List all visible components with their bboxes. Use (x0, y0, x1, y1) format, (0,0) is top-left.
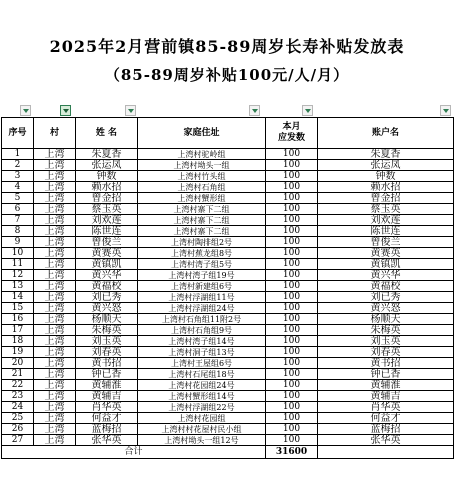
filter-dropdown-address[interactable] (249, 105, 260, 116)
cell-name[interactable]: 钟已香 (76, 369, 138, 380)
cell-account[interactable]: 赖水招 (318, 182, 454, 193)
cell-account[interactable]: 黄辅淮 (318, 380, 454, 391)
cell-account[interactable]: 黄镇凯 (318, 259, 454, 270)
cell-name[interactable]: 钟数 (76, 171, 138, 182)
cell-no[interactable]: 8 (2, 226, 34, 237)
cell-no[interactable]: 27 (2, 435, 34, 446)
cell-address[interactable]: 上湾村洞子组13号 (138, 347, 266, 358)
cell-amount[interactable]: 100 (266, 204, 318, 215)
table-row (2, 413, 454, 424)
cell-amount[interactable]: 100 (266, 237, 318, 248)
cell-address[interactable]: 上湾村蟹形组14号 (138, 391, 266, 402)
cell-account[interactable]: 朱梅英 (318, 325, 454, 336)
cell-account[interactable]: 黄兴怒 (318, 303, 454, 314)
cell-no[interactable]: 20 (2, 358, 34, 369)
cell-address[interactable]: 上湾村蟹形组 (138, 193, 266, 204)
cell-village[interactable]: 上湾 (34, 380, 76, 391)
cell-amount[interactable]: 100 (266, 182, 318, 193)
cell-amount[interactable]: 100 (266, 347, 318, 358)
table-row (2, 149, 454, 160)
cell-amount[interactable]: 100 (266, 413, 318, 424)
cell-no[interactable]: 13 (2, 281, 34, 292)
table-row (2, 325, 454, 336)
cell-village[interactable]: 上湾 (34, 336, 76, 347)
cell-address[interactable]: 上湾村坳头一组 (138, 160, 266, 171)
cell-amount[interactable]: 100 (266, 248, 318, 259)
cell-address[interactable]: 上湾村陶排组2号 (138, 237, 266, 248)
cell-account[interactable]: 陈世连 (318, 226, 454, 237)
cell-name[interactable]: 刘欢莲 (76, 215, 138, 226)
cell-account[interactable]: 张华英 (318, 435, 454, 446)
total-empty-cell[interactable] (318, 446, 454, 459)
cell-village[interactable]: 上湾 (34, 435, 76, 446)
cell-name[interactable]: 黄兴华 (76, 270, 138, 281)
cell-no[interactable]: 10 (2, 248, 34, 259)
filter-row (0, 104, 454, 118)
sheet-subtitle: （85-89周岁补贴100元/人/月） (104, 66, 350, 84)
cell-amount[interactable]: 100 (266, 358, 318, 369)
cell-account[interactable]: 黄赛英 (318, 248, 454, 259)
cell-address[interactable]: 上湾村蕉龙组8号 (138, 248, 266, 259)
cell-no[interactable]: 5 (2, 193, 34, 204)
cell-no[interactable]: 19 (2, 347, 34, 358)
table-row (2, 347, 454, 358)
cell-no[interactable]: 21 (2, 369, 34, 380)
filter-dropdown-name[interactable] (125, 105, 136, 116)
cell-address[interactable]: 上湾村寨下二组 (138, 226, 266, 237)
cell-name[interactable]: 黄兴怒 (76, 303, 138, 314)
cell-name[interactable]: 黄辅吉 (76, 391, 138, 402)
cell-no[interactable]: 16 (2, 314, 34, 325)
cell-no[interactable]: 24 (2, 402, 34, 413)
header-amount-line1: 本月 (282, 122, 301, 132)
table-row (2, 270, 454, 281)
total-label[interactable]: 合计 (2, 446, 266, 459)
cell-no[interactable]: 7 (2, 215, 34, 226)
cell-village[interactable]: 上湾 (34, 270, 76, 281)
cell-village[interactable]: 上湾 (34, 424, 76, 435)
cell-amount[interactable]: 100 (266, 215, 318, 226)
cell-amount[interactable]: 100 (266, 325, 318, 336)
cell-name[interactable]: 黄镇凯 (76, 259, 138, 270)
cell-name[interactable]: 蔡玉英 (76, 204, 138, 215)
cell-village[interactable]: 上湾 (34, 248, 76, 259)
table-row (2, 160, 454, 171)
cell-village[interactable]: 上湾 (34, 160, 76, 171)
cell-amount[interactable]: 100 (266, 292, 318, 303)
cell-name[interactable]: 肖华英 (76, 402, 138, 413)
cell-amount[interactable]: 100 (266, 259, 318, 270)
cell-address[interactable]: 上湾村石角组11附2号 (138, 314, 266, 325)
subsidy-table (1, 117, 454, 459)
filter-dropdown-amount[interactable] (302, 105, 313, 116)
cell-address[interactable]: 上湾村湾子组19号 (138, 270, 266, 281)
cell-account[interactable]: 杨顺天 (318, 314, 454, 325)
cell-account[interactable]: 刘玉英 (318, 336, 454, 347)
cell-name[interactable]: 黄书招 (76, 358, 138, 369)
cell-no[interactable]: 11 (2, 259, 34, 270)
cell-amount[interactable]: 100 (266, 435, 318, 446)
table-row (2, 303, 454, 314)
cell-village[interactable]: 上湾 (34, 325, 76, 336)
cell-amount[interactable]: 100 (266, 424, 318, 435)
cell-no[interactable]: 3 (2, 171, 34, 182)
cell-village[interactable]: 上湾 (34, 413, 76, 424)
table-row (2, 226, 454, 237)
header-name[interactable]: 姓 名 (76, 118, 138, 149)
cell-name[interactable]: 刘玉英 (76, 336, 138, 347)
cell-account[interactable]: 钟数 (318, 171, 454, 182)
cell-account[interactable]: 曾俊兰 (318, 237, 454, 248)
cell-no[interactable]: 4 (2, 182, 34, 193)
table-row (2, 171, 454, 182)
cell-amount[interactable]: 100 (266, 193, 318, 204)
cell-account[interactable]: 刘欢莲 (318, 215, 454, 226)
cell-village[interactable]: 上湾 (34, 259, 76, 270)
cell-address[interactable]: 上湾村湾子组5号 (138, 259, 266, 270)
cell-amount[interactable]: 100 (266, 226, 318, 237)
cell-name[interactable]: 蓝梅招 (76, 424, 138, 435)
cell-no[interactable]: 26 (2, 424, 34, 435)
cell-account[interactable]: 黄辅吉 (318, 391, 454, 402)
cell-address[interactable]: 上湾村湾子组14号 (138, 336, 266, 347)
cell-account[interactable]: 曾金招 (318, 193, 454, 204)
cell-address[interactable]: 上湾村花园组24号 (138, 380, 266, 391)
table-row (2, 314, 454, 325)
cell-village[interactable]: 上湾 (34, 292, 76, 303)
cell-address[interactable]: 上湾村浮湖组11号 (138, 292, 266, 303)
cell-amount[interactable]: 100 (266, 303, 318, 314)
cell-village[interactable]: 上湾 (34, 303, 76, 314)
cell-address[interactable]: 上湾村石尾组18号 (138, 369, 266, 380)
cell-account[interactable]: 黄兴华 (318, 270, 454, 281)
cell-name[interactable]: 黄辅淮 (76, 380, 138, 391)
cell-account[interactable]: 蔡玉英 (318, 204, 454, 215)
cell-village[interactable]: 上湾 (34, 204, 76, 215)
cell-account[interactable]: 刘已秀 (318, 292, 454, 303)
table-row (2, 292, 454, 303)
total-row (2, 446, 454, 459)
cell-account[interactable]: 黄福校 (318, 281, 454, 292)
cell-village[interactable]: 上湾 (34, 281, 76, 292)
cell-village[interactable]: 上湾 (34, 314, 76, 325)
cell-address[interactable]: 上湾村浮湖组22号 (138, 402, 266, 413)
cell-village[interactable]: 上湾 (34, 402, 76, 413)
cell-village[interactable]: 上湾 (34, 149, 76, 160)
cell-address[interactable]: 上湾村王屋组6号 (138, 358, 266, 369)
cell-address[interactable]: 上湾村寨下二组 (138, 204, 266, 215)
filter-dropdown-account[interactable] (440, 105, 451, 116)
cell-village[interactable]: 上湾 (34, 193, 76, 204)
cell-no[interactable]: 17 (2, 325, 34, 336)
cell-name[interactable]: 朱梅英 (76, 325, 138, 336)
total-amount[interactable]: 31600 (266, 446, 318, 459)
table-row (2, 248, 454, 259)
cell-address[interactable]: 上湾村花园组 (138, 413, 266, 424)
cell-amount[interactable]: 100 (266, 270, 318, 281)
cell-name[interactable]: 朱夏香 (76, 149, 138, 160)
cell-village[interactable]: 上湾 (34, 358, 76, 369)
cell-amount[interactable]: 100 (266, 380, 318, 391)
cell-no[interactable]: 9 (2, 237, 34, 248)
cell-address[interactable]: 上湾村竹头组 (138, 171, 266, 182)
cell-no[interactable]: 1 (2, 149, 34, 160)
table-row (2, 259, 454, 270)
header-no[interactable]: 序号 (2, 118, 34, 149)
cell-no[interactable]: 18 (2, 336, 34, 347)
cell-account[interactable]: 朱夏香 (318, 149, 454, 160)
cell-name[interactable]: 张华英 (76, 435, 138, 446)
cell-no[interactable]: 22 (2, 380, 34, 391)
cell-address[interactable]: 上湾村石角组9号 (138, 325, 266, 336)
cell-name[interactable]: 刘春英 (76, 347, 138, 358)
cell-amount[interactable]: 100 (266, 369, 318, 380)
header-village[interactable]: 村 (34, 118, 76, 149)
cell-no[interactable]: 6 (2, 204, 34, 215)
cell-address[interactable]: 上湾村石角组 (138, 182, 266, 193)
table-row (2, 358, 454, 369)
header-address[interactable]: 家庭住址 (138, 118, 266, 149)
cell-name[interactable]: 曾俊兰 (76, 237, 138, 248)
cell-address[interactable]: 上湾村坳头一组12号 (138, 435, 266, 446)
cell-village[interactable]: 上湾 (34, 182, 76, 193)
header-amount-line2: 应发数 (277, 133, 305, 143)
cell-account[interactable]: 张运凤 (318, 160, 454, 171)
cell-amount[interactable]: 100 (266, 171, 318, 182)
cell-no[interactable]: 2 (2, 160, 34, 171)
table-row (2, 182, 454, 193)
cell-village[interactable]: 上湾 (34, 171, 76, 182)
cell-name[interactable]: 何益才 (76, 413, 138, 424)
table-row (2, 435, 454, 446)
cell-name[interactable]: 黄赛英 (76, 248, 138, 259)
cell-account[interactable]: 钟已香 (318, 369, 454, 380)
cell-address[interactable]: 上湾村村花屋村民小组 (138, 424, 266, 435)
table-row (2, 193, 454, 204)
cell-village[interactable]: 上湾 (34, 369, 76, 380)
cell-name[interactable]: 黄福校 (76, 281, 138, 292)
cell-village[interactable]: 上湾 (34, 391, 76, 402)
cell-amount[interactable]: 100 (266, 149, 318, 160)
table-row (2, 215, 454, 226)
cell-name[interactable]: 赖水招 (76, 182, 138, 193)
cell-address[interactable]: 上湾村寨下二组 (138, 215, 266, 226)
table-row (2, 336, 454, 347)
cell-name[interactable]: 陈世连 (76, 226, 138, 237)
cell-name[interactable]: 曾金招 (76, 193, 138, 204)
cell-address[interactable]: 上湾村新建组6号 (138, 281, 266, 292)
table-header-row (2, 118, 454, 149)
cell-village[interactable]: 上湾 (34, 237, 76, 248)
cell-amount[interactable]: 100 (266, 160, 318, 171)
table-row (2, 369, 454, 380)
table-row (2, 391, 454, 402)
cell-address[interactable]: 上湾村浮湖组24号 (138, 303, 266, 314)
table-row (2, 402, 454, 413)
cell-no[interactable]: 15 (2, 303, 34, 314)
filter-dropdown-no[interactable] (20, 105, 31, 116)
header-amount[interactable] (266, 118, 318, 149)
cell-amount[interactable]: 100 (266, 391, 318, 402)
cell-village[interactable]: 上湾 (34, 226, 76, 237)
cell-address[interactable]: 上湾村驼岭组 (138, 149, 266, 160)
cell-village[interactable]: 上湾 (34, 347, 76, 358)
cell-no[interactable]: 23 (2, 391, 34, 402)
cell-amount[interactable]: 100 (266, 336, 318, 347)
table-row (2, 237, 454, 248)
cell-name[interactable]: 杨顺天 (76, 314, 138, 325)
cell-account[interactable]: 蓝梅招 (318, 424, 454, 435)
cell-no[interactable]: 25 (2, 413, 34, 424)
header-account[interactable]: 账户名 (318, 118, 454, 149)
cell-account[interactable]: 黄书招 (318, 358, 454, 369)
table-row (2, 204, 454, 215)
table-row (2, 424, 454, 435)
cell-amount[interactable]: 100 (266, 402, 318, 413)
cell-village[interactable]: 上湾 (34, 215, 76, 226)
cell-no[interactable]: 12 (2, 270, 34, 281)
cell-account[interactable]: 何益才 (318, 413, 454, 424)
cell-amount[interactable]: 100 (266, 314, 318, 325)
table-row (2, 281, 454, 292)
cell-amount[interactable]: 100 (266, 281, 318, 292)
cell-name[interactable]: 张运凤 (76, 160, 138, 171)
sheet-title: 2025年2月营前镇85-89周岁长寿补贴发放表 (49, 37, 405, 56)
cell-account[interactable]: 肖华英 (318, 402, 454, 413)
cell-name[interactable]: 刘已秀 (76, 292, 138, 303)
table-row (2, 380, 454, 391)
cell-no[interactable]: 14 (2, 292, 34, 303)
table-body (2, 149, 454, 446)
cell-account[interactable]: 刘春英 (318, 347, 454, 358)
filter-active-village[interactable] (60, 105, 71, 116)
